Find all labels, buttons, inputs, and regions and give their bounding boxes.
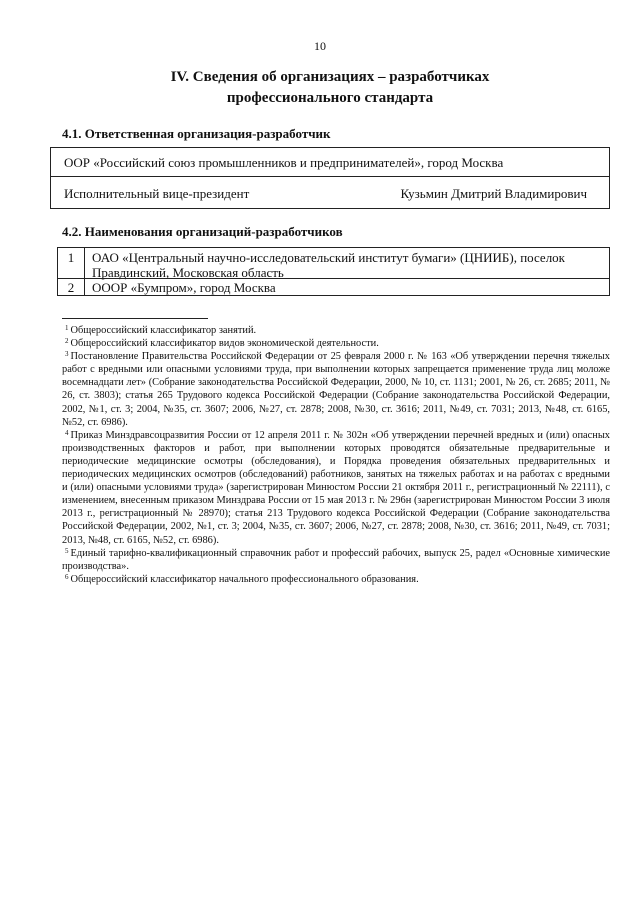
responsible-person-role: Исполнительный вице-президент bbox=[64, 186, 250, 201]
section-title bbox=[60, 67, 600, 109]
responsible-org-table bbox=[50, 147, 610, 209]
footnote-text: Приказ Минздравсоцразвития России от 12 апреля 2011 г. № 302н «Об утверждении перечней вредных и (или) опасных производственных факторов и работ, при выполнении которых проводятся обязательные предварительные и периодические медицинские осмотры (обследования), и Порядка проведения обязательных предварительных и периодических медицинских осмотров (обследований) работников, занятых на тяжелых работах и на работах с вредными и (или) опасными условиями труда» (зарегистрирован Минюстом России 21 октября 2011 г., регистрационный № 22111), с изменением, внесенным приказом Минздрава России от 15 мая 2013 г. № 296н (зарегистрирован Минюстом России 3 июля 2013 г., регистрационный № 28970); статья 213 Трудового кодекса Российской Федерации (Собрание законодательства Российской Федерации, 2002, №1, ст. 3; 2004, №35, ст. 3607; 2006, №27, ст. 2878; 2008, №30, ст. 3616; 2011, №49, ст. 7031; 2013, №48, ст. 6165, №52, ст. 6986). bbox=[62, 429, 610, 546]
footnote-text: Общероссийский классификатор видов экономической деятельности. bbox=[70, 338, 379, 350]
developer-org-name: ОАО «Центральный научно-исследовательский институт бумаги» (ЦНИИБ), поселок Правдинский, Московская область bbox=[92, 250, 565, 280]
table-divider bbox=[51, 176, 609, 177]
footnote-text: Постановление Правительства Российской Федерации от 25 февраля 2000 г. № 163 «Об утверждении перечня тяжелых работ с вредными или опасными условиями труда, при выполнении которых запрещается применение труда лиц моложе восемнадцати лет» (Собрание законодательства Российской Федерации, 2000, № 10, ст. 1131; 2001, № 26, ст. 2685; 2011, № 26, ст. 3803); статья 265 Трудового кодекса Российской Федерации (Собрание законодательства Российской Федерации, 2002, №1, ст. 3; 2004, №35, ст. 3607; 2006, №27, ст. 2878; 2008, №30, ст. 3616; 2011, №49, ст. 7031; 2013, №48, ст. 6165, №52, ст. 6986). bbox=[62, 351, 610, 428]
footnote bbox=[62, 350, 610, 429]
footnote bbox=[62, 324, 610, 337]
responsible-org-heading: 4.1. Ответственная организация-разработчик bbox=[62, 126, 331, 141]
developer-orgs-heading: 4.2. Наименования организаций-разработчиков bbox=[62, 224, 343, 239]
section-title-line1: IV. Сведения об организациях – разработчиках bbox=[170, 69, 490, 85]
footnote-number: 1 bbox=[65, 324, 69, 332]
footnote-text: Единый тарифно-квалификационный справочник работ и профессий рабочих, выпуск 25, радел «Основные химические производства». bbox=[62, 547, 610, 572]
developer-orgs-table bbox=[57, 247, 610, 296]
footnote bbox=[62, 573, 610, 586]
footnote bbox=[62, 547, 610, 573]
developer-org-name: ОООР «Бумпром», город Москва bbox=[92, 280, 276, 295]
footnote-number: 3 bbox=[65, 350, 69, 359]
footnote-number: 4 bbox=[65, 428, 69, 437]
table-divider bbox=[58, 278, 609, 279]
footnote-number: 6 bbox=[65, 572, 69, 581]
table-column-divider bbox=[84, 248, 85, 295]
page-number: 10 bbox=[314, 39, 326, 53]
footnote-separator bbox=[62, 318, 208, 319]
footnote bbox=[62, 337, 610, 350]
footnote bbox=[62, 429, 610, 547]
footnote-text: Общероссийский классификатор занятий. bbox=[70, 325, 257, 336]
row-number: 1 bbox=[67, 250, 75, 265]
row-number: 2 bbox=[67, 280, 75, 295]
footnotes bbox=[62, 324, 610, 586]
section-title-line2: профессионального стандарта bbox=[226, 90, 434, 106]
footnote-number: 5 bbox=[65, 546, 69, 555]
footnote-number: 2 bbox=[65, 337, 69, 346]
responsible-org-name: ООР «Российский союз промышленников и предпринимателей», город Москва bbox=[64, 155, 504, 170]
responsible-person-name: Кузьмин Дмитрий Владимирович bbox=[400, 186, 587, 201]
footnote-text: Общероссийский классификатор начального профессионального образования. bbox=[70, 573, 419, 585]
